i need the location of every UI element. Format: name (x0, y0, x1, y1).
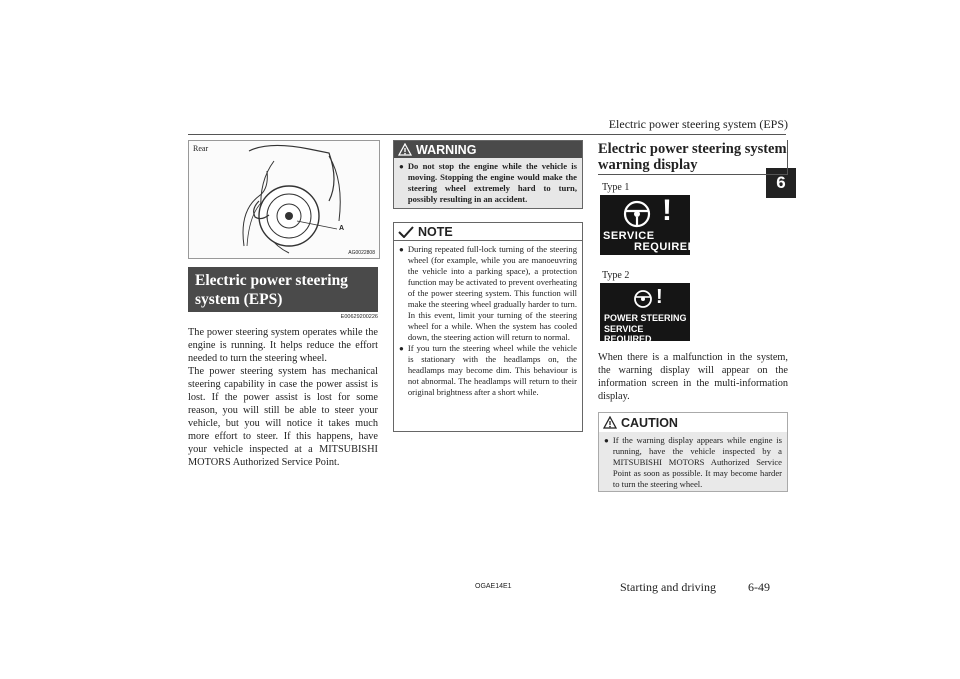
exclamation-icon: ! (662, 194, 672, 227)
warning-heading: WARNING (416, 142, 477, 157)
bullet-icon: ● (604, 436, 609, 445)
warning-display-title-line1: Electric power steering system (598, 141, 787, 157)
type2-display (600, 283, 690, 344)
footer-section: Starting and driving (620, 580, 716, 594)
footer-code: OGAE14E1 (475, 583, 512, 590)
figure-code: AG0022808 (348, 250, 375, 256)
page-number: 6-49 (748, 580, 770, 594)
caution-heading: CAUTION (621, 415, 678, 430)
note-heading: NOTE (418, 224, 453, 239)
section-title (188, 267, 378, 312)
bullet-icon: ● (399, 344, 404, 353)
paragraph-1: The power steering system operates while the engine is running. It helps reduce the effort needed to turn the steering wheel. (188, 327, 378, 364)
chapter-tab: 6 (766, 168, 796, 198)
eps-figure (188, 140, 380, 259)
warning-text: Do not stop the engine while the vehicle is moving. Stopping the engine would make the steering wheel extremely hard to turn, possibly resulting in an accident. (407, 161, 577, 204)
steering-wheel-icon (633, 289, 653, 309)
figure-label: Rear (193, 144, 209, 153)
bullet-icon: ● (399, 162, 404, 171)
caution-body (599, 432, 787, 490)
caution-triangle-icon (603, 416, 617, 429)
wheel-illustration (189, 141, 379, 258)
exclamation-icon: ! (656, 286, 663, 308)
type2-line2: SERVICE REQUIRED (604, 324, 652, 344)
section-title-line1: Electric power steering (195, 272, 348, 289)
caution-text: If the warning display appears while engine is running, have the vehicle inspected by a MITSUBISHI MOTORS Authorized Service Point as soon as possible. It may become harder to turn the steering wheel. (612, 435, 782, 489)
note-text-1: During repeated full-lock turning of the steering wheel (for example, while you are manoeuvring the vehicle into a parking space), a protection function may be activated to prevent overheating of the power steering system. This function will make the steering wheel gradually harder to turn. In this event, limit your turning of the steering wheel for a while. When the system has cooled down, the steering action will return to normal. (407, 244, 577, 342)
section-title-line2: system (EPS) (195, 291, 283, 308)
warning-display-title-line2: warning display (598, 157, 698, 173)
note-header (394, 223, 582, 241)
warning-header (394, 141, 582, 158)
warning-display-title (598, 140, 788, 175)
note-box (393, 222, 583, 432)
type1-display (600, 194, 697, 255)
caution-box (598, 412, 788, 492)
type1-line2: REQUIRED (634, 241, 697, 253)
warning-triangle-icon (398, 143, 412, 156)
section-code: E00629200226 (340, 314, 378, 320)
steering-wheel-icon (622, 200, 652, 228)
callout-a: A (339, 225, 345, 232)
section-body (188, 326, 378, 469)
warning-box (393, 140, 583, 209)
warning-display-paragraph: When there is a malfunction in the system, the warning display will appear on the information screen in the multi-information display. (598, 352, 788, 402)
note-bullet-1 (399, 244, 577, 343)
note-body (394, 241, 582, 398)
header-rule (188, 134, 786, 135)
note-bullet-2 (399, 343, 577, 398)
note-icon (398, 226, 414, 238)
caution-bullet (604, 435, 782, 490)
type2-line1: POWER STEERING (604, 313, 687, 323)
note-text-2: If you turn the steering wheel while the vehicle is stationary with the headlamps on, the headlamps may become dim. This behaviour is not abnormal. The headlamps will return to their original brightness after a short while. (407, 343, 577, 397)
warning-body (394, 158, 582, 205)
warning-bullet (399, 161, 577, 205)
paragraph-2: The power steering system has mechanical steering capability in case the power assist is lost. If the power assist is lost for some reason, you will still be able to steer your vehicle, but you will notice it takes much more effort to steer. If this happens, have your vehicle inspected at a MITSUBISHI MOTORS Authorized Service Point. (188, 366, 378, 468)
caution-header (599, 413, 787, 432)
running-header: Electric power steering system (EPS) (608, 117, 788, 131)
type1-label: Type 1 (602, 182, 630, 193)
type2-label: Type 2 (602, 270, 630, 281)
bullet-icon: ● (399, 245, 404, 254)
type1-line1: SERVICE (603, 230, 655, 242)
